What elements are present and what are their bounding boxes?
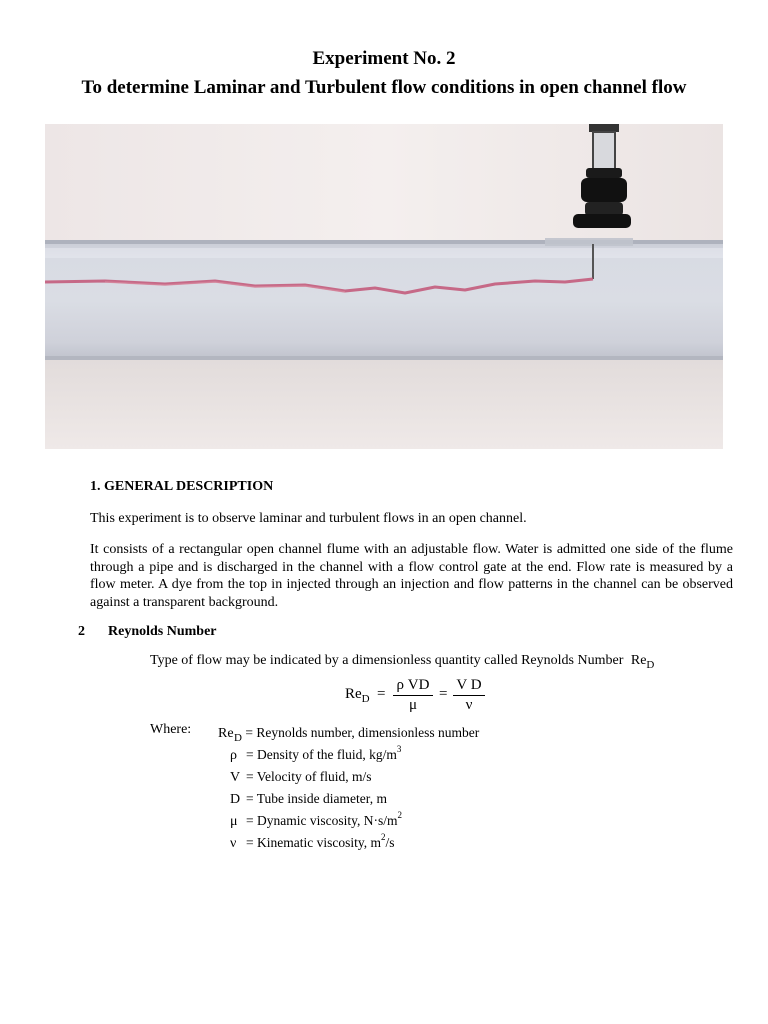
- definition-item: D = Tube inside diameter, m: [230, 791, 387, 807]
- formula-lhs: $Re_D$: [345, 686, 370, 705]
- experiment-subtitle: To determine Laminar and Turbulent flow conditions in open channel flow: [81, 77, 687, 98]
- intro-re-symbol: $Re_D$: [630, 653, 655, 671]
- formula-fraction-2: [453, 676, 485, 715]
- formula-equals-1: =: [377, 686, 386, 702]
- definition-item: ν = Kinematic viscosity, $m^2/s$: [230, 832, 395, 851]
- fraction-2-numerator: V D: [453, 676, 485, 696]
- definition-item: $Re_D$ = Reynolds number, dimensionless number: [218, 725, 480, 744]
- reynolds-intro-text: Type of flow may be indicated by a dimensionless quantity called Reynolds Number: [150, 653, 624, 668]
- flume-photo: [45, 124, 723, 449]
- experiment-title: Experiment No. 2: [312, 48, 456, 69]
- formula-equals-2: =: [439, 686, 448, 702]
- fraction-1-numerator: ρ VD: [393, 676, 433, 696]
- where-label: Where:: [150, 722, 192, 737]
- definition-item: μ = Dynamic viscosity, $N\cdot s/m^2$: [230, 810, 402, 829]
- section-2-number: 2: [78, 624, 85, 639]
- formula-fraction-1: [393, 676, 433, 715]
- fraction-2-denominator: ν: [465, 697, 473, 713]
- reynolds-intro: [150, 653, 654, 669]
- fraction-1-denominator: μ: [408, 697, 418, 713]
- reynolds-number-heading: Reynolds Number: [108, 624, 217, 639]
- definition-item: ρ = Density of the fluid, $kg/m^3$: [230, 744, 402, 763]
- general-description-heading: 1. GENERAL DESCRIPTION: [90, 479, 274, 494]
- description-paragraph-2: It consists of a rectangular open channel flume with an adjustable flow. Water is admitted one side of the flume through a pipe and is discharged in the channel with a flow control gate at the end. Flow rate is measured by a flow meter. A dye from the top in injected through an injection and flow patterns in the channel can be observed against a transparent background.: [90, 542, 733, 610]
- description-paragraph-1: This experiment is to observe laminar and turbulent flows in an open channel.: [90, 511, 527, 526]
- definition-item: V = Velocity of fluid, m/s: [230, 769, 372, 785]
- variable-definitions: [218, 722, 479, 854]
